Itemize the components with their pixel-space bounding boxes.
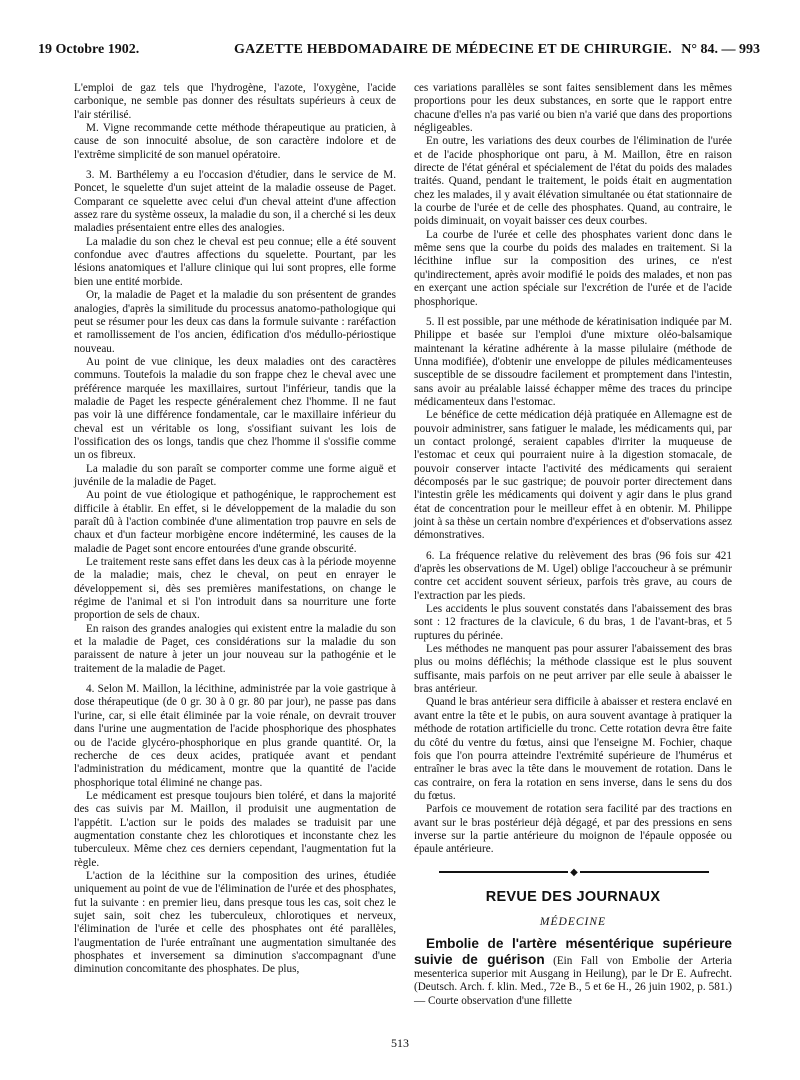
paragraph: Les accidents le plus souvent constatés dans l'abaissement des bras sont : 12 fractures de la clavicule, 6 du bras, 1 de l'avant-bras, et 5 ruptures du périnée.	[414, 603, 732, 642]
article-title: Embolie de l'artère mésentérique supérieure suivie de guérison	[414, 936, 732, 967]
paragraph: En raison des grandes analogies qui existent entre la maladie du son et la maladie de Paget, ces considérations sur la maladie du son paraissent de nature à jeter un jour nouveau sur la pathogénie et le traitement de la maladie de Paget.	[74, 622, 396, 675]
page-number: 513	[391, 1036, 409, 1050]
paragraph: Les méthodes ne manquent pas pour assurer l'abaissement des bras plus ou moins défléchis; la méthode classique est le plus souvent suffisante, mais parfois on ne peut arriver par elle seule à abaisser le bras antérieur.	[414, 643, 732, 696]
paragraph: La maladie du son paraît se comporter comme une forme aiguë et juvénile de la maladie de Paget.	[74, 462, 396, 488]
page-header	[38, 40, 760, 62]
article-entry	[414, 937, 732, 1008]
paragraph: Au point de vue étiologique et pathogénique, le rapprochement est difficile à établir. En effet, si le développement de la maladie du son paraît dû à l'action combinée d'une alimentation trop pauvre en sels de chaux et d'un facteur morbigène encore indéterminé, les causes de la maladie de Paget sont encore entourées d'une grande obscurité.	[74, 489, 396, 555]
diamond-ornament-icon: ◆	[570, 866, 578, 878]
paragraph: Le bénéfice de cette médication déjà pratiquée en Allemagne est de pouvoir administrer, sans fatiguer le malade, les médicaments qui, par un contact prolongé, seraient capables d'irriter la muqueuse de l'estomac et ceux qui pourraient nuire à la digestion stomacale, de pouvoir conserver intacte l'activité des médicaments qui seraient décomposés par le suc gastrique; de pouvoir porter directement dans l'intestin grêle les médicaments qui doivent y agir dans le plus grand état de concentration pour le meilleur effet à en obtenir. M. Philippe joint à sa thèse un certain nombre d'expériences et d'observations assez démonstratives.	[414, 409, 732, 542]
paragraph: 5. Il est possible, par une méthode de kératinisation indiquée par M. Philippe et basée sur l'emploi d'une mixture oléo-balsamique maintenant la kératine adhérente à la masse pilulaire (méthode de Unna modifiée), d'obtenir une enveloppe de pilules médicamenteuses susceptible de se dissoudre facilement et promptement dans l'intestin, sans avoir au préalable laissé échapper même des traces du principe médicamenteux dans l'estomac.	[414, 315, 732, 408]
paragraph: Le traitement reste sans effet dans les deux cas à la période moyenne de la maladie; mais, chez le cheval, on peut en enrayer le développement si, dès ses premières manifestations, on change le régime de l'animal et si l'on introduit dans sa nourriture une forte proportion de sels de chaux.	[74, 556, 396, 622]
header-date: 19 Octobre 1902.	[38, 42, 140, 57]
paragraph: L'action de la lécithine sur la composition des urines, étudiée uniquement au point de vue de l'élimination de l'urée et des phosphates, fut la suivante : en premier lieu, dans presque tous les cas, soit chez le sujet sain, soit chez les tuberculeux, chlorotiques et nerveux, l'élimination de l'urée et celle des phosphates ont été parallèles, l'augmentation de l'urée entraînant une augmentation simultanée des phosphates et inversement sa diminution s'accompagnant d'une diminution concomitante des phosphates. De plus,	[74, 869, 396, 976]
paragraph: Le médicament est presque toujours bien toléré, et dans la majorité des cas suivis par M. Maillon, il produisit une augmentation de l'appétit. L'action sur le poids des malades se traduisit par une augmentation constante chez les chlorotiques et inconstante chez les tuberculeux. Même chez ces derniers cependant, l'augmentation fut la règle.	[74, 789, 396, 869]
paragraph: L'emploi de gaz tels que l'hydrogène, l'azote, l'oxygène, l'acide carbonique, ne semble pas donner des résultats supérieurs à ceux de l'air stérilisé.	[74, 82, 396, 121]
article-reference: (Ein Fall von Embolie der Arteria mesenterica superior mit Ausgang in Heilung), par le Dr E. Aufrecht. (Deutsch. Arch. f. klin. Med., 72e B., 5 et 6e H., 26 juin 1902, p. 581.) — Courte observation d'une fillette	[414, 954, 733, 1007]
paragraph: Quand le bras antérieur sera difficile à abaisser et restera enclavé en avant entre la tête et le pubis, on aura souvent avantage à pratiquer la méthode de rotation artificielle du tronc. Cette rotation devra être faite du côté du ventre du fœtus, ainsi que l'enseigne M. Fochier, chaque fois que l'on pourra atteindre l'extrémité supérieure de l'humérus et entraîner le bras avec la tête dans le mouvement de rotation. Dans le cas contraire, on fera la rotation en sens inverse, dans le sens du dos du fœtus.	[414, 696, 732, 802]
right-column	[414, 82, 732, 1008]
paragraph: Or, la maladie de Paget et la maladie du son présentent de grandes analogies, d'après la similitude du processus anatomo-pathologique qui peut se résumer pour les deux cas dans la formule suivante : raréfaction et ramollissement de l'os ancien, édification d'os médullo-périostique nouveau.	[74, 289, 396, 355]
journal-title: GAZETTE HEBDOMADAIRE DE MÉDECINE ET DE CHIRURGIE.	[234, 42, 672, 57]
paragraph: La maladie du son chez le cheval est peu connue; elle a été souvent confondue avec d'autres affections du squelette. Pourtant, par les lésions anatomiques et l'allure clinique qui lui sont propres, elle forme bien une entité morbide.	[74, 235, 396, 288]
paragraph: La courbe de l'urée et celle des phosphates varient donc dans le même sens que la courbe du poids des malades en traitement. Si la lécithine influe sur la composition des urines, ce n'est qu'indirectement, après avoir modifié le poids des malades, et non pas en exerçant une action spéciale sur l'excrétion de l'urée et de l'acide phosphorique.	[414, 228, 732, 308]
paragraph: 6. La fréquence relative du relèvement des bras (96 fois sur 421 d'après les observations de M. Ugel) oblige l'accoucheur à se prémunir contre cet accident souvent sérieux, parfois très grave, au cours de l'extraction par les pieds.	[414, 549, 732, 602]
section-title: REVUE DES JOURNAUX	[485, 888, 661, 905]
issue-number: N° 84. — 993	[681, 42, 760, 57]
paragraph: Au point de vue clinique, les deux maladies ont des caractères communs. Toutefois la maladie du son frappe chez le cheval avec une préférence marquée les maxillaires, surtout l'inférieur, tandis que la maladie de Paget les respecte généralement chez l'homme. Il ne faut pas voir là une différence fondamentale, car le maxillaire inférieur du cheval est un véritable os long, s'ossifiant suivant les lois de l'ossification des os longs, tandis que chez l'homme il s'ossifie comme un os fibreux.	[74, 355, 396, 462]
paragraph: 3. M. Barthélemy a eu l'occasion d'étudier, dans le service de M. Poncet, le squelette d'un sujet atteint de la maladie osseuse de Paget. Comparant ce squelette avec celui d'un cheval atteint d'une affection assez rare du système osseux, la maladie du son, il a cherché si les deux maladies présentaient entre elles des analogies.	[74, 169, 396, 235]
left-column	[74, 82, 396, 977]
section-divider	[439, 866, 709, 877]
paragraph: En outre, les variations des deux courbes de l'élimination de l'urée et de l'acide phosphorique ont paru, à M. Maillon, être en raison directe de l'état général et spécialement de l'état du poids des malades traités. Quand, pendant le traitement, le poids était en augmentation chez les malades, il y avait élévation simultanée ou état stationnaire de la courbe de l'urée et de celle des phosphates. Quand, au contraire, le poids diminuait, on voyait baisser ces deux courbes.	[414, 135, 732, 228]
paragraph: 4. Selon M. Maillon, la lécithine, administrée par la voie gastrique à dose thérapeutique (de 0 gr. 30 à 0 gr. 80 par jour), ne passe pas dans l'urine, car, si elle était éliminée par la voie rénale, on devrait trouver dans l'urine une augmentation de l'acide phosphorique des phosphates ou de l'acide glycéro-phosphorique en plus grande quantité. Or, la recherche de ces deux acides, pratiquée avant et pendant l'administration du médicament, montre que la quantité de l'acide phosphorique total éliminé ne change pas.	[74, 683, 396, 789]
paragraph: Parfois ce mouvement de rotation sera facilité par des tractions en avant sur le bras postérieur déjà dégagé, et par des pressions en sens inverse sur la partie antérieure du moignon de l'épaule opposée ou épaule antérieure.	[414, 803, 732, 856]
subsection-title: MÉDECINE	[539, 915, 607, 928]
paragraph: ces variations parallèles se sont faites sensiblement dans les mêmes proportions pour les deux substances, en sorte que le rapport entre chacune d'elles n'a pas varié ou bien n'a varié que dans des proportions négligeables.	[414, 82, 732, 135]
paragraph: M. Vigne recommande cette méthode thérapeutique au praticien, à cause de son innocuité absolue, de son caractère indolore et de l'extrême simplicité de son manuel opératoire.	[74, 122, 396, 161]
